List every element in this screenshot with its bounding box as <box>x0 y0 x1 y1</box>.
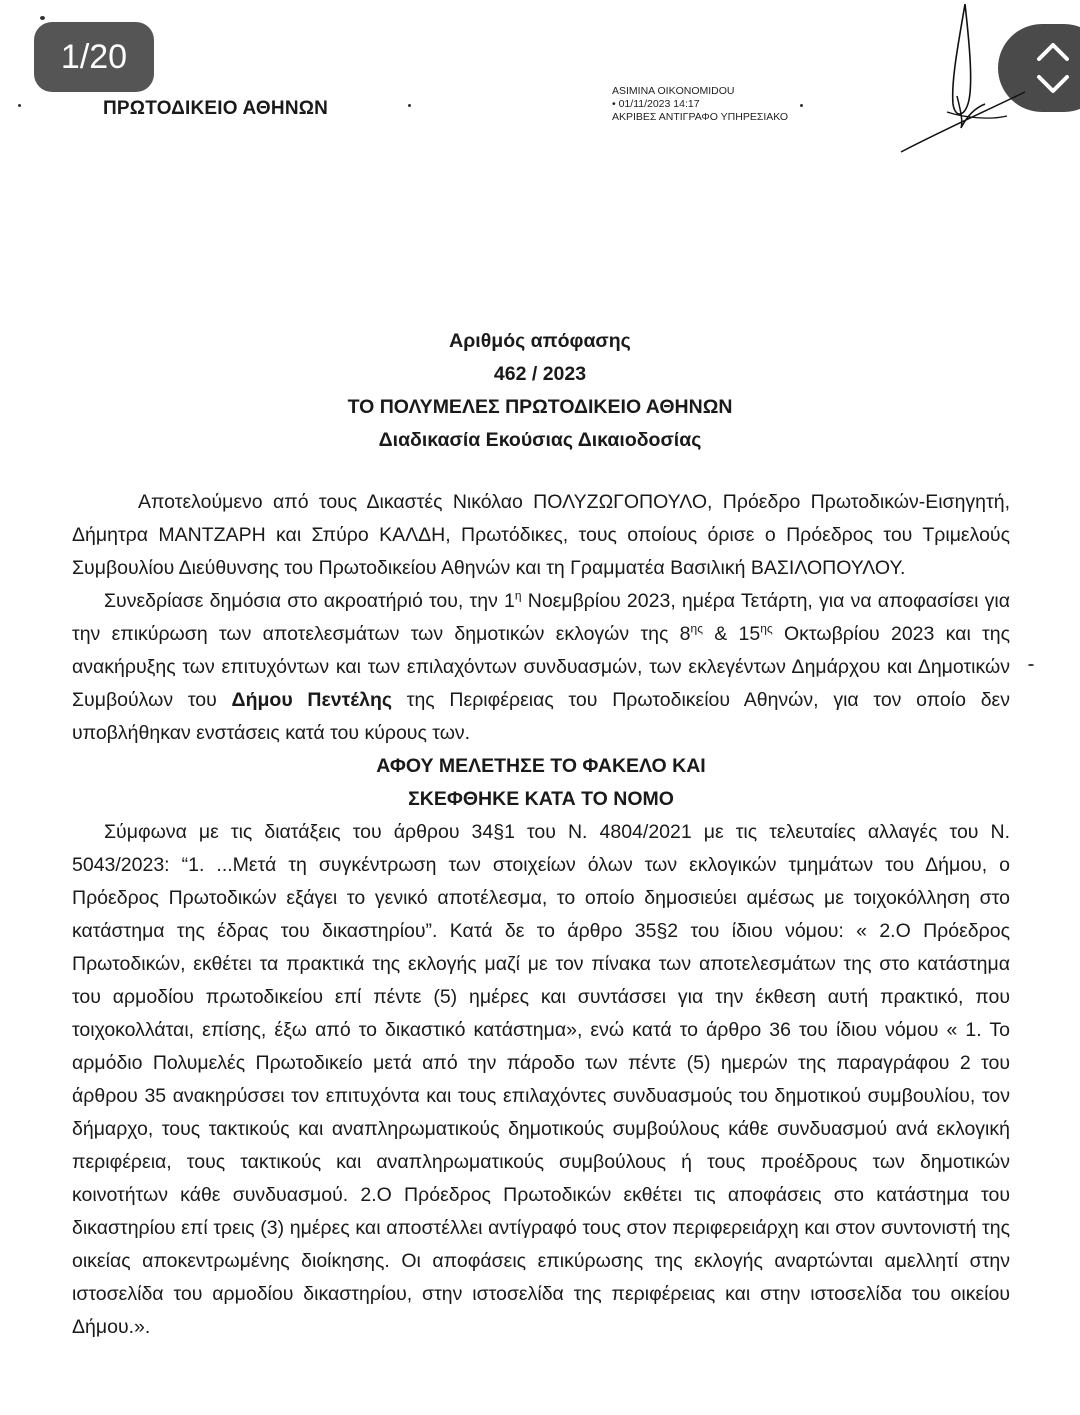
court-name: ΤΟ ΠΟΛΥΜΕΛΕΣ ΠΡΩΤΟΔΙΚΕΙΟ ΑΘΗΝΩΝ <box>347 396 733 418</box>
court-header: ΠΡΩΤΟΔΙΚΕΙΟ ΑΘΗΝΩΝ <box>103 98 329 119</box>
section-heading: ΑΦΟΥ ΜΕΛΕΤΗΣΕ ΤΟ ΦΑΚΕΛΟ ΚΑΙ <box>376 755 706 777</box>
stamp-name: ASIMINA OIKONOMIDOU <box>612 85 735 97</box>
digital-stamp <box>612 85 788 124</box>
scan-speck <box>800 104 803 107</box>
paragraph-session: Συνεδρίασε δημόσια στο ακροατήριό του, την $1^\eta$ Νοεμβρίου 2023, ημέρα Τετάρτη, για να αποφασίσει για την επικύρωση των αποτελεσμάτων των δημοτικών εκλογών της $8^{\eta\varsigma}$ & $15^{\eta\varsigma}$ Οκτωβρίου 2023 και της ανακήρυξης των επιτυχόντων και των επιλαχόντων συνδυασμών, των εκλεγέντων Δημάρχου και Δημοτικών Συμβούλων του Δήμου Πεντέλης της Περιφέρειας του Πρωτοδικείου Αθηνών, για τον οποίο δεν υποβλήθηκαν ενστάσεις κατά του κύρους των. <box>72 588 1010 744</box>
paragraph-legal-basis: Σύμφωνα με τις διατάξεις του άρθρου 34§1 του Ν. 4804/2021 με τις τελευταίες αλλαγές του Ν. 5043/2023: “1. ...Μετά τη συγκέντρωση των στοιχείων όλων των εκλογικών τμημάτων του Δήμου, ο Πρόεδρος Πρωτοδικών εξάγει το γενικό αποτέλεσμα, το οποίο δημοσιεύει αμέσως με τοιχοκόλληση στο κατάστημα της έδρας του δικαστηρίου”. Κατά δε το άρθρο 35§2 του ίδιου νόμου: « 2.Ο Πρόεδρος Πρωτοδικών, εκθέτει τα πρακτικά της εκλογής μαζί με τον πίνακα των αποτελεσμάτων της στο κατάστημα του αρμοδίου πρωτοδικείου επί πέντε (5) ημέρες και συντάσσει για την έκθεση αυτή πρακτικό, που τοιχοκολλάται, επίσης, έξω από το δικαστικό κατάστημα», ενώ κατά το άρθρο 36 του ίδιου νόμου « 1. Το αρμόδιο Πολυμελές Πρωτοδικείο μετά από την πάροδο των πέντε (5) ημερών της παραγράφου 2 του άρθρου 35 ανακηρύσσει τον επιτυχόντα και τους επιλαχόντες συνδυασμούς του δημοτικού συμβουλίου, τον δήμαρχο, τους τακτικούς και αναπληρωματικούς δημοτικούς συμβούλους κάθε συνδυασμού ανά εκλογική περιφέρεια, τους τακτικούς και αναπληρωματικούς συμβούλους ή τους προέδρους των δημοτικών κοινοτήτων κάθε συνδυασμού. 2.Ο Πρόεδρος Πρωτοδικών εκθέτει τις αποφάσεις στο κατάστημα του δικαστηρίου επί τρεις (3) ημέρες και αποστέλλει αντίγραφό τους στον περιφερειάρχη και στον συντονιστή της οικείας αποκεντρωμένης διοίκησης. Οι αποφάσεις επικύρωσης της εκλογής αναρτώνται αμελλητί στην ιστοσελίδα του αρμοδίου δικαστηρίου, στην ιστοσελίδα της περιφέρειας και στην ιστοσελίδα του οικείου Δήμου.». <box>72 821 1010 1338</box>
signature <box>895 0 1045 160</box>
procedure-type: Διαδικασία Εκούσιας Δικαιοδοσίας <box>378 429 702 451</box>
decision-label: Αριθμός απόφασης <box>449 330 631 352</box>
stamp-note: ΑΚΡΙΒΕΣ ΑΝΤΙΓΡΑΦΟ ΥΠΗΡΕΣΙΑΚΟ <box>612 111 789 123</box>
scan-speck <box>1028 664 1034 666</box>
paragraph-composition: Αποτελούμενο από τους Δικαστές Νικόλαο ΠΟΛΥΖΩΓΟΠΟΥΛΟ, Πρόεδρο Πρωτοδικών-Εισηγητή, Δήμητρα ΜΑΝΤΖΑΡΗ και Σπύρο ΚΑΛΔΗ, Πρωτόδικες, τους οποίους όρισε ο Πρόεδρος του Τριμελούς Συμβουλίου Διεύθυνσης του Πρωτοδικείου Αθηνών και τη Γραμματέα Βασιλική ΒΑΣΙΛΟΠΟΥΛΟΥ. <box>72 491 1010 579</box>
decision-title <box>0 325 1080 457</box>
scan-speck <box>40 16 45 20</box>
decision-number: 462 / 2023 <box>493 363 587 385</box>
scan-speck <box>408 104 411 107</box>
scan-speck <box>18 104 21 107</box>
stamp-date: • 01/11/2023 14:17 <box>612 98 700 110</box>
section-heading: ΣΚΕΦΘΗΚΕ ΚΑΤΑ ΤΟ ΝΟΜΟ <box>408 788 674 810</box>
decision-body <box>72 486 1010 1344</box>
page-counter: 1/20 <box>34 22 154 92</box>
